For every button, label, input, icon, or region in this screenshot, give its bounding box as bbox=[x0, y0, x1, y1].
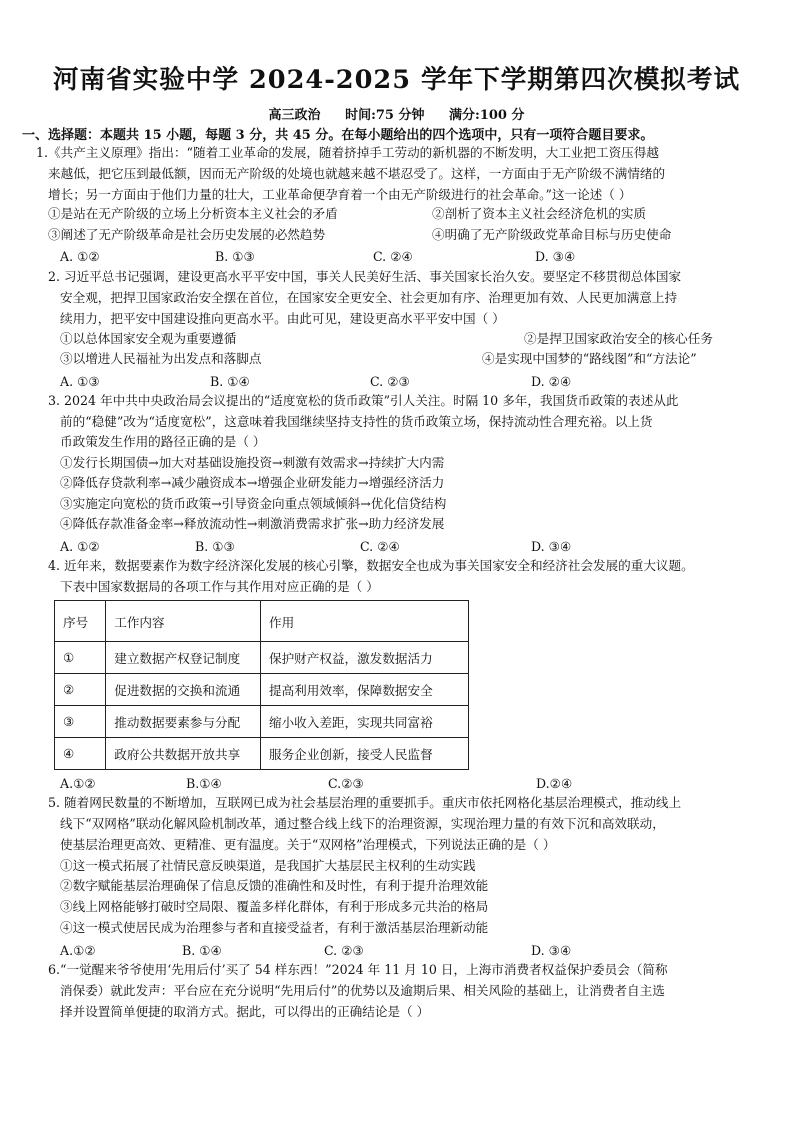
q1-item-3: ③阐述了无产阶级革命是社会历史发展的必然趋势 bbox=[48, 227, 326, 242]
table-cell: 促进数据的交换和流通 bbox=[106, 674, 261, 706]
q2-line-1: 2. 习近平总书记强调，建设更高水平平安中国，事关人民美好生活、事关国家长治久安。要坚定不移贯彻总体国家 bbox=[48, 269, 682, 284]
q5-option-c: C. ②③ bbox=[324, 943, 364, 958]
table-cell: ② bbox=[55, 674, 106, 706]
q1-option-d: D. ③④ bbox=[535, 249, 576, 264]
table-header-row bbox=[55, 601, 469, 642]
exam-title: 河南省实验中学 2024-2025 学年下学期第四次模拟考试 bbox=[52, 65, 741, 95]
q2-option-b: B. ①④ bbox=[210, 374, 250, 389]
q3-item-3: ③实施定向宽松的货币政策→引导资金向重点领域倾斜→优化信贷结构 bbox=[60, 496, 447, 511]
subject-label: 高三政治 bbox=[268, 108, 321, 123]
q1-option-b: B. ①③ bbox=[215, 249, 255, 264]
table-cell: ③ bbox=[55, 706, 106, 738]
table-cell: 推动数据要素参与分配 bbox=[106, 706, 261, 738]
q1-line-1: 1.《共产主义原理》指出：“随着工业革命的发展，随着挤掉手工劳动的新机器的不断发明，大工业把工资压得越 bbox=[36, 145, 659, 160]
table-row bbox=[55, 674, 469, 706]
q3-option-c: C. ②④ bbox=[360, 539, 400, 554]
table-header-cell: 工作内容 bbox=[106, 601, 261, 642]
q5-item-3: ③线上网格能够打破时空局限、覆盖多样化群体，有利于形成多元共治的格局 bbox=[60, 899, 489, 914]
q4-line-2: 下表中国家数据局的各项工作与其作用对应正确的是（ ） bbox=[60, 579, 379, 594]
table-row bbox=[55, 738, 469, 770]
q1-item-1: ①是站在无产阶级的立场上分析资本主义社会的矛盾 bbox=[48, 206, 338, 221]
q3-item-4: ④降低存款准备金率→释放流动性→刺激消费需求扩张→助力经济发展 bbox=[60, 516, 445, 531]
q5-line-1: 5. 随着网民数量的不断增加，互联网已成为社会基层治理的重要抓手。重庆市依托网格化基层治理模式，推动线上 bbox=[48, 795, 682, 810]
q5-option-d: D. ③④ bbox=[531, 943, 572, 958]
q2-item-4: ④是实现中国梦的“路线图”和“方法论” bbox=[482, 351, 697, 366]
q6-line-3: 择并设置简单便捷的取消方式。据此，可以得出的正确结论是（ ） bbox=[60, 1004, 430, 1019]
q2-option-d: D. ②④ bbox=[531, 374, 572, 389]
q1-item-4: ④明确了无产阶级政党革命目标与历史使命 bbox=[432, 227, 672, 242]
q3-option-b: B. ①③ bbox=[195, 539, 235, 554]
q1-line-3: 增长；另一方面由于他们力量的壮大，工业革命便孕育着一个由无产阶级进行的社会革命。”这一论述（ ） bbox=[48, 187, 632, 202]
q1-item-2: ②剖析了资本主义社会经济危机的实质 bbox=[432, 206, 647, 221]
q2-item-2: ②是捍卫国家政治安全的核心任务 bbox=[524, 331, 713, 346]
q4-option-b: B.①④ bbox=[186, 776, 222, 791]
exam-subtitle bbox=[0, 104, 793, 123]
q5-line-3: 使基层治理更高效、更精准、更有温度。关于“双网格”治理模式，下列说法正确的是（ ） bbox=[60, 837, 556, 852]
table-cell: 缩小收入差距，实现共同富裕 bbox=[260, 706, 468, 738]
q6-line-2: 消保委）就此发声：平台应在充分说明“先用后付”的优势以及逾期后果、相关风险的基础上，让消费者自主选 bbox=[60, 983, 665, 998]
q3-item-2: ②降低存贷款利率→减少融资成本→增强企业研发能力→增强经济活力 bbox=[60, 475, 445, 490]
q4-option-c: C.②③ bbox=[328, 776, 364, 791]
q4-option-d: D.②④ bbox=[536, 776, 573, 791]
table-cell: ① bbox=[55, 642, 106, 674]
table-row bbox=[55, 706, 469, 738]
q2-line-3: 续用力，把平安中国建设推向更高水平。由此可见，建设更高水平平安中国（ ） bbox=[60, 311, 505, 326]
q5-item-2: ②数字赋能基层治理确保了信息反馈的准确性和及时性，有利于提升治理效能 bbox=[60, 878, 489, 893]
table-cell: 保护财产权益，激发数据活力 bbox=[260, 642, 468, 674]
q2-option-a: A. ①③ bbox=[60, 374, 100, 389]
q1-line-2: 来越低，把它压到最低额，因而无产阶级的处境也就越来越不堪忍受了。这样，一方面由于无产阶级不满情绪的 bbox=[48, 166, 666, 181]
q2-item-3: ③以增进人民福祉为出发点和落脚点 bbox=[60, 351, 262, 366]
q1-option-a: A. ①② bbox=[60, 249, 100, 264]
q2-option-c: C. ②③ bbox=[370, 374, 410, 389]
table-cell: 政府公共数据开放共享 bbox=[106, 738, 261, 770]
q6-line-1: 6.“一觉醒来爷爷使用‘先用后付’买了 54 样东西！”2024 年 11 月 10 日，上海市消费者权益保护委员会（简称 bbox=[48, 962, 668, 977]
q3-line-3: 币政策发生作用的路径正确的是（ ） bbox=[60, 434, 266, 449]
q5-option-b: B. ①④ bbox=[182, 943, 222, 958]
section-heading: 一、选择题：本题共 15 小题，每题 3 分，共 45 分。在每小题给出的四个选项中，只有一项符合题目要求。 bbox=[22, 128, 654, 143]
q3-option-d: D. ③④ bbox=[531, 539, 572, 554]
q4-line-1: 4. 近年来，数据要素作为数字经济深化发展的核心引擎，数据安全也成为事关国家安全和经济社会发展的重大议题。 bbox=[48, 558, 694, 573]
q2-line-2: 安全观，把捍卫国家政治安全摆在首位，在国家安全更安全、社会更加有序、治理更加有效、人民更加满意上持 bbox=[60, 290, 678, 305]
table-cell: 服务企业创新，接受人民监督 bbox=[260, 738, 468, 770]
q5-item-1: ①这一模式拓展了社情民意反映渠道，是我国扩大基层民主权利的生动实践 bbox=[60, 858, 476, 873]
q5-option-a: A.①② bbox=[60, 943, 96, 958]
score-label: 满分:100 分 bbox=[449, 108, 525, 123]
q3-item-1: ①发行长期国债→加大对基础设施投资→刺激有效需求→持续扩大内需 bbox=[60, 455, 445, 470]
table-cell: 建立数据产权登记制度 bbox=[106, 642, 261, 674]
q5-line-2: 线下“双网格”联动化解风险机制改革，通过整合线上线下的治理资源，实现治理力量的有效下沉和高效联动， bbox=[60, 816, 665, 831]
q2-item-1: ①以总体国家安全观为重要遵循 bbox=[60, 331, 237, 346]
table-header-cell: 作用 bbox=[260, 601, 468, 642]
q5-item-4: ④这一模式使居民成为治理参与者和直接受益者，有利于激活基层治理新动能 bbox=[60, 920, 489, 935]
q3-line-1: 3. 2024 年中共中央政治局会议提出的“适度宽松的货币政策”引人关注。时隔 10 多年，我国货币政策的表述从此 bbox=[48, 393, 679, 408]
time-label: 时间:75 分钟 bbox=[345, 108, 425, 123]
q3-line-2: 前的“稳健”改为“适度宽松”，这意味着我国继续坚持支持性的货币政策立场，保持流动性合理充裕。以上货 bbox=[60, 414, 653, 429]
q4-table bbox=[54, 600, 469, 770]
table-cell: ④ bbox=[55, 738, 106, 770]
q4-option-a: A.①② bbox=[60, 776, 96, 791]
table-cell: 提高利用效率，保障数据安全 bbox=[260, 674, 468, 706]
q1-option-c: C. ②④ bbox=[373, 249, 413, 264]
table-row bbox=[55, 642, 469, 674]
table-header-cell: 序号 bbox=[55, 601, 106, 642]
q3-option-a: A. ①② bbox=[60, 539, 100, 554]
